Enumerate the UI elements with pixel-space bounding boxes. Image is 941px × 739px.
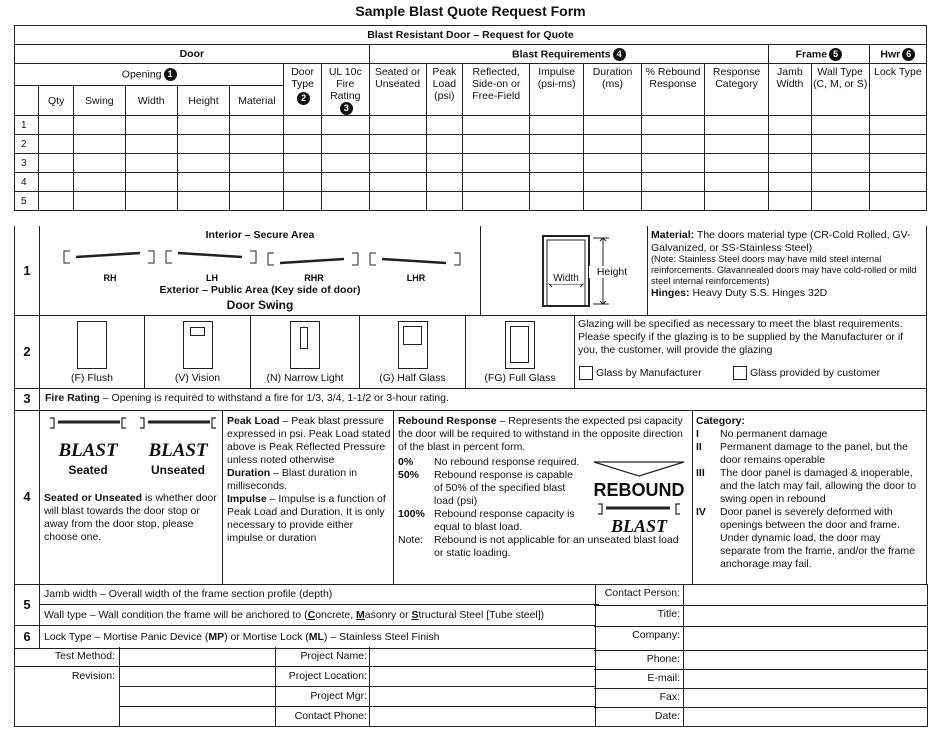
table-cell[interactable]	[869, 135, 926, 154]
col-material: Material	[230, 86, 284, 116]
table-cell[interactable]	[177, 154, 230, 173]
table-cell[interactable]	[530, 135, 584, 154]
table-cell[interactable]	[642, 173, 705, 192]
category-item: I No permanent damage	[696, 428, 828, 440]
table-cell[interactable]	[369, 116, 426, 135]
checkbox	[733, 366, 747, 380]
table-cell[interactable]	[369, 192, 426, 211]
table-cell[interactable]	[73, 116, 125, 135]
rebound-description: Rebound Response – Represents the expected psi capacity the door will be required to withstand in the opposite direction of the blast in percent form.	[398, 415, 683, 453]
table-cell[interactable]	[584, 154, 642, 173]
height-label: Height	[589, 266, 635, 278]
col-width: Width	[125, 86, 177, 116]
contact-field-email[interactable]	[685, 671, 925, 687]
table-cell[interactable]	[642, 116, 705, 135]
section-2-number: 2	[15, 315, 40, 388]
table-cell[interactable]	[369, 173, 426, 192]
col-jamb: Jamb Width	[769, 64, 812, 116]
col-height: Height	[177, 86, 230, 116]
table-cell[interactable]	[230, 116, 284, 135]
width-label: Width	[549, 273, 583, 284]
material-description: Material: The doors material type (CR-Cold Rolled, GV-Galvanized, or SS-Stainless Steel) (Note: Stainless Steel doors may have mild steel internal reinforcements. Glavannealed doors may have cold-rolled or mild steel internal reinforcements) Hinges: Heavy Duty S.S. Hinges 32D	[651, 229, 917, 299]
col-rebound: % Rebound Response	[642, 64, 705, 116]
table-cell[interactable]	[426, 135, 463, 154]
blast-logo: BLAST	[58, 440, 118, 461]
number-badge: 5	[829, 48, 842, 61]
table-cell[interactable]	[811, 135, 869, 154]
table-cell[interactable]	[284, 116, 322, 135]
divider	[683, 670, 684, 688]
table-cell[interactable]	[811, 173, 869, 192]
project-location-field[interactable]	[371, 668, 593, 685]
col-duration: Duration (ms)	[584, 64, 642, 116]
table-cell[interactable]	[369, 135, 426, 154]
table-cell[interactable]	[811, 154, 869, 173]
col-qty: Qty	[39, 86, 74, 116]
group-frame: Frame 5	[769, 45, 870, 64]
table-cell[interactable]	[705, 192, 769, 211]
door-swing-label: Door Swing	[226, 298, 294, 312]
rebound-item: 100% Rebound response capacity is equal to blast load.	[398, 508, 575, 533]
table-cell[interactable]	[426, 116, 463, 135]
contact-label: Title:	[657, 608, 680, 620]
table-cell[interactable]	[73, 135, 125, 154]
rebound-logo	[590, 458, 688, 540]
number-badge: 1	[164, 68, 177, 81]
table-cell[interactable]	[73, 154, 125, 173]
table-cell[interactable]	[530, 154, 584, 173]
table-cell[interactable]	[230, 154, 284, 173]
section-6-number: 6	[15, 626, 40, 648]
interior-label: Interior – Secure Area	[205, 229, 315, 241]
project-name-label: Project Name:	[300, 650, 367, 662]
opening-header: Opening 1	[15, 64, 284, 86]
col-seated: Seated or Unseated	[369, 64, 426, 116]
table-cell[interactable]	[230, 135, 284, 154]
table-cell[interactable]	[321, 154, 369, 173]
col-ul-rating: UL 10c Fire Rating 3	[321, 64, 369, 116]
test-method-field[interactable]	[121, 648, 273, 665]
table-cell[interactable]	[125, 154, 177, 173]
table-cell[interactable]	[284, 192, 322, 211]
form-title: Sample Blast Quote Request Form	[355, 3, 586, 19]
divider	[683, 689, 684, 707]
col-response: Response Category	[705, 64, 769, 116]
category-item: II Permanent damage to the panel, but the door remains operable	[696, 441, 908, 466]
col-impulse: Impulse (psi-ms)	[530, 64, 584, 116]
table-cell[interactable]	[177, 135, 230, 154]
table-cell[interactable]	[426, 173, 463, 192]
col-peak-load: Peak Load (psi)	[426, 64, 463, 116]
door-type-vision: (V) Vision	[145, 315, 251, 388]
row-number: 3	[15, 154, 39, 173]
glazing-text: Glazing will be specified as necessary to meet the blast requirements. Please specify if the glazing is to be supplied by the Manufacturer or if you, the customer, will provide the glazing	[578, 318, 904, 356]
glass-by-manufacturer[interactable]: Glass by Manufacturer	[579, 366, 702, 380]
table-cell[interactable]	[125, 192, 177, 211]
seated-label: Seated	[68, 463, 108, 477]
table-cell[interactable]	[769, 116, 812, 135]
table-cell[interactable]	[530, 192, 584, 211]
table-cell[interactable]	[426, 154, 463, 173]
number-badge: 4	[613, 48, 626, 61]
contact-field-company[interactable]	[685, 628, 925, 649]
number-badge: 6	[902, 48, 915, 61]
table-cell[interactable]	[769, 192, 812, 211]
table-cell[interactable]	[705, 173, 769, 192]
table-cell[interactable]	[530, 116, 584, 135]
door-type-full-glass: (FG) Full Glass	[466, 315, 575, 388]
table-cell[interactable]	[705, 116, 769, 135]
section-3-number: 3	[15, 388, 40, 410]
wall-type-text: Wall type – Wall condition the frame will be anchored to (Concrete, Masonry or Structural Steel [Tube steel])	[44, 609, 545, 621]
table-cell[interactable]	[369, 154, 426, 173]
contact-row-phone	[594, 650, 927, 669]
project-location-label: Project Location:	[288, 670, 367, 682]
table-cell[interactable]	[584, 173, 642, 192]
table-cell[interactable]	[39, 154, 74, 173]
table-cell[interactable]	[584, 192, 642, 211]
table-cell[interactable]	[642, 135, 705, 154]
contact-phone-label: Contact Phone:	[294, 710, 367, 722]
table-cell[interactable]	[284, 154, 322, 173]
divider	[683, 651, 684, 669]
section-5-number: 5	[15, 584, 40, 625]
table-cell[interactable]	[284, 135, 322, 154]
divider	[683, 606, 684, 626]
table-cell[interactable]	[642, 154, 705, 173]
number-badge: 3	[340, 102, 353, 115]
divider	[683, 585, 684, 605]
table-cell[interactable]	[530, 173, 584, 192]
form-header: Blast Resistant Door – Request for Quote	[15, 26, 927, 45]
contact-row-fax	[594, 688, 927, 707]
contact-field-phone[interactable]	[685, 652, 925, 668]
group-hwr: Hwr 6	[869, 45, 926, 64]
swing-lh: LH	[206, 273, 218, 283]
table-cell[interactable]	[230, 173, 284, 192]
row-number: 4	[15, 173, 39, 192]
contact-field-person[interactable]	[685, 586, 925, 604]
table-cell[interactable]	[39, 135, 74, 154]
contact-row-title	[594, 605, 927, 626]
table-row	[15, 116, 927, 135]
table-cell[interactable]	[463, 192, 530, 211]
category-description: Category: I No permanent damage II Permanent damage to the panel, but the door remains operable III The door panel is damaged & inoperable, and the latch may fail, allowing the door to swing open in rebound IV Door panel is severely deformed with openings between the door and frame. Under dynamic load, the door may separate from the frame, and/or the frame anchorage may fail.	[696, 415, 922, 571]
table-row	[15, 173, 927, 192]
table-cell[interactable]	[177, 116, 230, 135]
table-cell[interactable]	[39, 173, 74, 192]
group-door: Door	[15, 45, 370, 64]
contact-label: Phone:	[646, 653, 680, 665]
project-info-grid	[14, 647, 596, 727]
col-lock: Lock Type	[869, 64, 926, 116]
fire-rating-text: Fire Rating – Opening is required to withstand a fire for 1/3, 3/4, 1-1/2 or 3-hour rating.	[45, 392, 449, 404]
table-cell[interactable]	[321, 192, 369, 211]
swing-lhr: LHR	[406, 273, 426, 283]
table-cell[interactable]	[125, 135, 177, 154]
contact-grid	[594, 584, 928, 727]
contact-row-company	[594, 626, 927, 650]
blast-logo: BLAST	[148, 440, 208, 461]
table-cell[interactable]	[769, 154, 812, 173]
table-cell[interactable]	[642, 192, 705, 211]
flush-door-icon	[77, 321, 107, 369]
table-cell[interactable]	[584, 135, 642, 154]
table-cell[interactable]	[125, 116, 177, 135]
door-swing-diagram	[40, 241, 480, 285]
contact-row-date	[594, 707, 927, 726]
table-cell[interactable]	[869, 192, 926, 211]
col-wall: Wall Type (C, M, or S)	[811, 64, 869, 116]
divider	[683, 627, 684, 650]
table-row	[15, 135, 927, 154]
rebound-item: Note: Rebound is not applicable for an unseated blast load or static loading.	[398, 534, 679, 559]
checkbox	[579, 366, 593, 380]
contact-row-email	[594, 669, 927, 688]
section-5	[14, 584, 596, 626]
swing-rhr: RHR	[304, 273, 324, 283]
table-cell[interactable]	[321, 116, 369, 135]
seated-description: Seated or Unseated is whether door will blast towards the door stop or away from the door stop, please choose one.	[44, 492, 217, 543]
table-cell[interactable]	[39, 116, 74, 135]
table-cell[interactable]	[869, 173, 926, 192]
table-cell[interactable]	[769, 135, 812, 154]
unseated-label: Unseated	[150, 463, 206, 477]
table-row	[15, 192, 927, 211]
rebound-item: 0% No rebound response required.	[398, 456, 580, 468]
table-cell[interactable]	[177, 173, 230, 192]
table-cell[interactable]	[705, 154, 769, 173]
contact-label: Company:	[632, 629, 680, 641]
rebound-item: 50% Rebound response is capable of 50% of the specified blast load (psi)	[398, 469, 573, 507]
table-cell[interactable]	[584, 116, 642, 135]
table-cell[interactable]	[321, 135, 369, 154]
table-cell[interactable]	[811, 116, 869, 135]
jamb-width-text: Jamb width – Overall width of the frame section profile (depth)	[40, 584, 599, 605]
width-height-diagram	[481, 226, 648, 315]
divider	[683, 708, 684, 726]
section-3	[14, 388, 927, 411]
number-badge: 2	[297, 92, 310, 105]
contact-label: E-mail:	[647, 672, 680, 684]
test-method-label: Test Method:	[54, 650, 115, 662]
table-cell[interactable]	[39, 192, 74, 211]
table-cell[interactable]	[73, 173, 125, 192]
project-mgr-field[interactable]	[371, 688, 593, 705]
category-item: IV Door panel is severely deformed with openings between the door and frame. Under dynamic load, the door may separate from the frame, and/or the frame anchorage may fail.	[696, 506, 915, 570]
revision-field[interactable]	[121, 668, 273, 685]
table-cell[interactable]	[125, 173, 177, 192]
narrow-light-door-icon	[290, 321, 320, 369]
table-cell[interactable]	[73, 192, 125, 211]
table-cell[interactable]	[321, 173, 369, 192]
contact-field-date[interactable]	[685, 709, 925, 725]
table-cell[interactable]	[463, 173, 530, 192]
contact-row-person	[594, 584, 927, 605]
col-reflected: Reflected, Side-on or Free-Field	[463, 64, 530, 116]
table-cell[interactable]	[177, 192, 230, 211]
glass-by-customer[interactable]: Glass provided by customer	[733, 366, 880, 380]
load-definitions: Peak Load – Peak blast pressure expressed in psi. Peak Load stated above is Peak Reflected Pressure unless noted otherwise Duration – Blast duration in milliseconds. Impulse – Impulse is a function of Peak Load and Duration. It is only necessary to provide either impulse or duration	[227, 415, 391, 544]
table-cell[interactable]	[463, 135, 530, 154]
row-number: 2	[15, 135, 39, 154]
contact-phone-field[interactable]	[371, 708, 593, 725]
col-swing: Swing	[73, 86, 125, 116]
contact-label: Fax:	[659, 691, 680, 703]
door-type-flush: (F) Flush	[40, 315, 145, 388]
project-name-field[interactable]	[371, 648, 593, 665]
group-blast: Blast Requirements 4	[369, 45, 768, 64]
swing-rh: RH	[103, 273, 117, 283]
quote-table	[14, 25, 927, 211]
row-number: 1	[15, 116, 39, 135]
svg-text:BLAST: BLAST	[610, 516, 668, 536]
contact-label: Contact Person:	[604, 587, 680, 599]
svg-text:REBOUND: REBOUND	[593, 480, 685, 500]
contact-label: Date:	[654, 710, 680, 722]
contact-field-fax[interactable]	[685, 690, 925, 706]
project-mgr-label: Project Mgr:	[310, 690, 367, 702]
section-6	[14, 625, 596, 649]
contact-field-title[interactable]	[685, 607, 925, 625]
section-1-number: 1	[15, 226, 40, 315]
revision-label: Revision:	[71, 670, 115, 682]
table-cell[interactable]	[705, 135, 769, 154]
row-number: 5	[15, 192, 39, 211]
half-glass-door-icon	[398, 321, 428, 369]
table-cell[interactable]	[230, 192, 284, 211]
door-type-narrow: (N) Narrow Light	[251, 315, 360, 388]
lock-type-text: Lock Type – Mortise Panic Device (MP) or Mortise Lock (ML) – Stainless Steel Finish	[44, 631, 440, 643]
table-cell[interactable]	[769, 173, 812, 192]
section-1	[14, 226, 927, 316]
table-cell[interactable]	[463, 116, 530, 135]
exterior-label: Exterior – Public Area (Key side of door)	[159, 284, 361, 296]
table-cell[interactable]	[869, 116, 926, 135]
section-4-number: 4	[15, 410, 40, 584]
table-cell[interactable]	[811, 192, 869, 211]
seated-unseated-diagram	[44, 416, 220, 478]
section-2	[14, 315, 927, 389]
door-type-half-glass: (G) Half Glass	[360, 315, 466, 388]
table-cell[interactable]	[426, 192, 463, 211]
table-cell[interactable]	[869, 154, 926, 173]
category-item: III The door panel is damaged & inoperable, and the latch may fail, allowing the door to swing open in rebound	[696, 467, 917, 505]
full-glass-door-icon	[505, 321, 535, 369]
table-cell[interactable]	[284, 173, 322, 192]
table-cell[interactable]	[463, 154, 530, 173]
section-4	[14, 410, 927, 585]
col-door-type: Door Type 2	[284, 64, 322, 116]
vision-door-icon	[183, 321, 213, 369]
table-row	[15, 154, 927, 173]
